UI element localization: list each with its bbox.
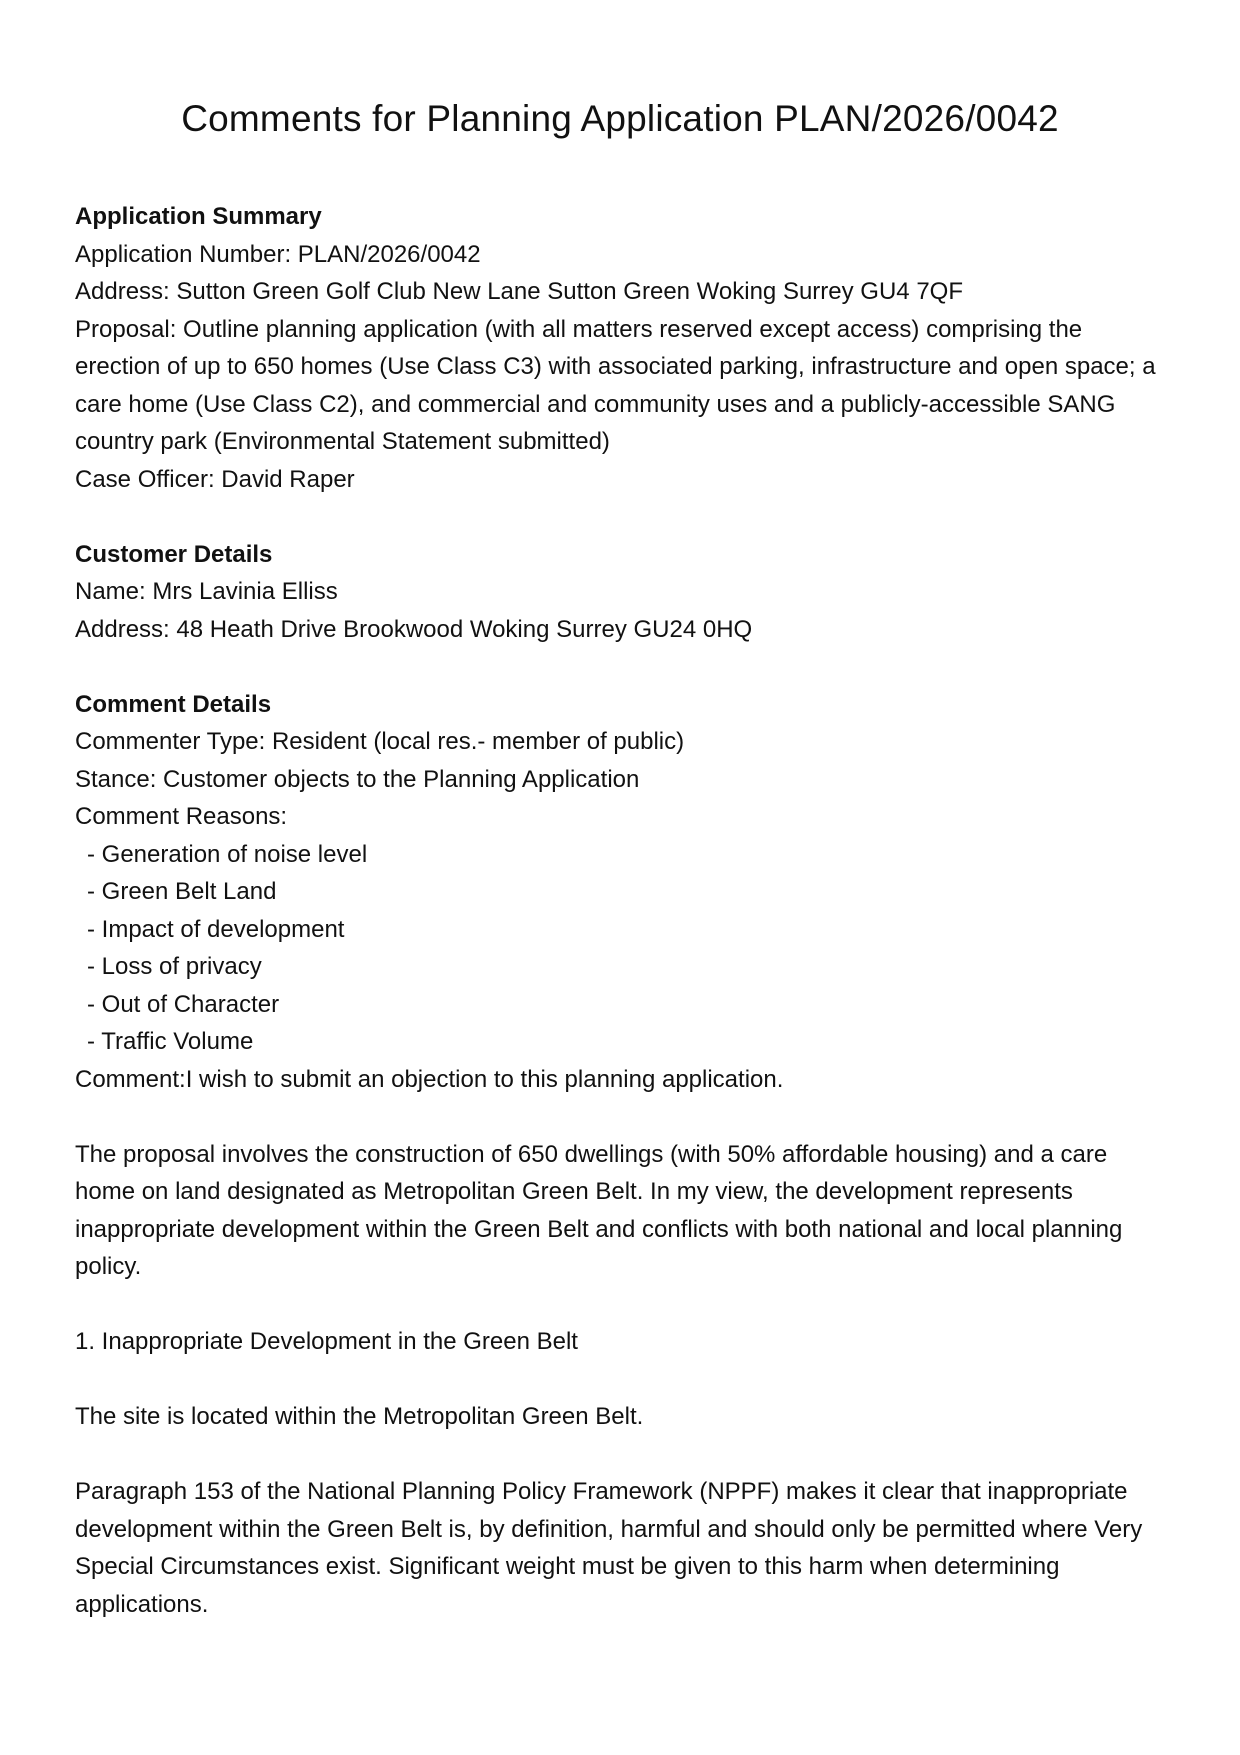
stance: Stance: Customer objects to the Planning Application — [75, 765, 640, 793]
application-address: Address: Sutton Green Golf Club New Lane Sutton Green Woking Surrey GU4 7QF — [75, 278, 963, 305]
comment-paragraph-2: The site is located within the Metropolitan Green Belt. — [75, 1403, 644, 1430]
paragraph-gap — [75, 1286, 1170, 1324]
document-body — [75, 198, 1170, 1623]
comment-reason-item: - Loss of privacy — [87, 953, 262, 980]
section-1-heading: 1. Inappropriate Development in the Green Belt — [75, 1328, 578, 1355]
comment-reason-item: - Traffic Volume — [87, 1028, 254, 1055]
application-proposal: Proposal: Outline planning application (with all matters reserved except access) comprising the erection of up to 650 homes (Use Class C3) with associated parking, infrastructure and open space; a care home (Use Class C2), and commercial and community uses and a publicly-accessible SANG country park (Environmental Statement submitted) — [75, 315, 1156, 455]
comment-details-section — [75, 686, 1170, 1624]
paragraph-gap — [75, 1098, 1170, 1136]
commenter-type: Commenter Type: Resident (local res.- member of public) — [75, 728, 685, 755]
customer-name: Name: Mrs Lavinia Elliss — [75, 578, 338, 605]
comment-paragraph-1: The proposal involves the construction of 650 dwellings (with 50% affordable housing) and a care home on land designated as Metropolitan Green Belt. In my view, the development represents inappropriate development within the Green Belt and conflicts with both national and local planning policy. — [75, 1140, 1123, 1280]
paragraph-gap — [75, 1436, 1170, 1474]
customer-details-heading: Customer Details — [75, 540, 273, 568]
page-title: Comments for Planning Application PLAN/2026/0042 — [181, 98, 1059, 139]
comment-details-heading: Comment Details — [75, 690, 272, 718]
application-summary-heading: Application Summary — [75, 203, 322, 230]
comment-intro: Comment:I wish to submit an objection to this planning application. — [75, 1065, 784, 1093]
application-summary-section — [75, 198, 1170, 498]
section-gap — [75, 498, 1170, 536]
case-officer: Case Officer: David Raper — [75, 465, 355, 493]
comment-reason-item: - Out of Character — [87, 990, 280, 1018]
comment-reason-item: - Impact of development — [87, 915, 345, 943]
customer-address: Address: 48 Heath Drive Brookwood Woking Surrey GU24 0HQ — [75, 615, 753, 643]
paragraph-gap — [75, 1361, 1170, 1399]
comment-reason-item: - Generation of noise level — [87, 840, 368, 868]
customer-details-section — [75, 536, 1170, 649]
section-gap — [75, 648, 1170, 686]
comment-paragraph-3: Paragraph 153 of the National Planning Policy Framework (NPPF) makes it clear that inappropriate development within the Green Belt is, by definition, harmful and should only be permitted where Very Special Circumstances exist. Significant weight must be given to this harm when determining applications. — [75, 1478, 1143, 1618]
comment-reasons-label: Comment Reasons: — [75, 803, 288, 830]
comment-reason-item: - Green Belt Land — [87, 878, 277, 905]
application-number: Application Number: PLAN/2026/0042 — [75, 240, 481, 268]
